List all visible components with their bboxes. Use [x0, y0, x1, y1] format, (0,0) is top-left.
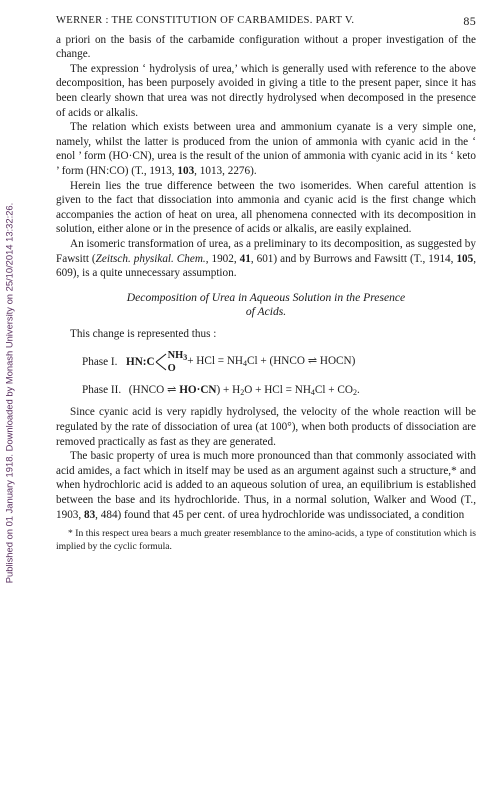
formula-part: + HCl = NH	[187, 354, 244, 367]
formula-part: NH	[167, 350, 184, 362]
formula-part: Cl + CO	[314, 384, 353, 397]
section-title-line-1: Decomposition of Urea in Aqueous Solution in the Presence	[126, 290, 406, 304]
urea-formula	[126, 350, 187, 374]
paragraph-1: a priori on the basis of the carbamide configuration without a proper investigation of the change.	[56, 33, 476, 61]
paragraph-6: This change is represented thus :	[70, 327, 217, 340]
section-title-line-2: of Acids.	[245, 305, 287, 319]
paragraph-4: Herein lies the true difference between the two isomerides. When careful attention is given to the fact that dissociation into ammonia and cyanic acid is the first change which accompanies the action of heat on urea, all phenomena connected with its decomposition in solution, either alone or in the presence of acids or alkalis, are easily explained.	[56, 179, 476, 236]
subscript: 4	[243, 358, 248, 368]
formula-part: HN:C	[126, 356, 155, 369]
download-watermark	[2, 100, 16, 685]
page-number: 85	[463, 14, 476, 28]
equation-label: Phase II.	[82, 384, 122, 397]
download-note: Published on 01 January 1918. Downloaded by Monash University on 25/10/2014 13:32:26.	[3, 202, 15, 583]
formula-part: O + HCl = NH	[244, 384, 311, 397]
subscript: 4	[310, 388, 315, 398]
footnote: * In this respect urea bears a much greater resemblance to the amino-acids, a type of constitution which is implied by the cyclic formula.	[56, 528, 476, 552]
subscript: 2	[240, 388, 245, 398]
paragraph-3	[56, 120, 476, 178]
text-span: , 1902,	[205, 252, 240, 265]
text-span: , 484) found that 45 per cent. of urea hydrochloride was undissociated, a condition	[95, 508, 465, 521]
volume-number: 105	[456, 252, 474, 265]
volume-number: 83	[83, 508, 96, 521]
branch-bond-icon	[155, 351, 167, 373]
formula-part: ) + H	[216, 384, 241, 397]
volume-number: 103	[177, 164, 195, 177]
subscript: 3	[183, 353, 188, 363]
text-span: , 1013, 2276).	[194, 164, 257, 177]
paragraph-8	[56, 449, 476, 522]
paragraph-5	[56, 237, 476, 281]
subscript: 2	[352, 388, 357, 398]
formula-part: Cl + (HNCO ⇌ HOCN)	[247, 354, 356, 367]
journal-name: Zeitsch. physikal. Chem.	[95, 252, 206, 265]
section-title	[56, 291, 476, 320]
running-header	[56, 14, 476, 29]
formula-part: HO·CN	[179, 384, 217, 397]
equation-label: Phase I.	[82, 356, 118, 369]
formula-branch-bottom: O	[167, 363, 176, 375]
text-span: , 609), is a quite unnecessary assumption.	[56, 252, 477, 280]
text-span: The relation which exists between urea and ammonium cyanate is a very simple one, namely, whilst the latter is produced from the union of ammonia with cyanic acid in the ‘ enol ’ form (HO·CN), urea is the result of the union of ammonia with cyanic acid in its ‘ keto ’ form (HN:CO) (T., 1913,	[56, 121, 476, 177]
text-span: , 601) and by Burrows and Fawsitt (T., 1914,	[250, 252, 457, 265]
volume-number: 41	[239, 252, 251, 265]
paragraph-7: Since cyanic acid is very rapidly hydrolysed, the velocity of the whole reaction will be regulated by the rate of dissociation of urea (at 100°), when both products of dissociation are removed practically as fast as they are generated.	[56, 406, 476, 448]
formula-part: (HNCO ⇌	[128, 384, 180, 397]
text-span: The basic property of urea is much more pronounced than that commonly associated with acid amides, a fact which in itself may be used as an argument against such a structure,* and when hydrochloric acid is added to an aqueous solution of urea, an equilibrium is established between the base and its hydrochloride. Thus, in a normal solution, Walker and Wood (T., 1903,	[56, 450, 476, 521]
equation-rest	[187, 354, 355, 372]
paragraph-2: The expression ‘ hydrolysis of urea,’ which is generally used with reference to the above decomposition, has been purposely avoided in giving a title to the present paper, since it has been clearly shown that urea was not directly hydrolysed when decomposed in the presence of acids or alkalis.	[56, 62, 476, 119]
equation-phase-2: Phase II. (HNCO ⇌ $HO\cdot CN) + H_2O$ + HCl = $NH_4Cl + CO_2$.	[82, 384, 360, 398]
formula-branches	[168, 350, 188, 374]
running-title: WERNER : THE CONSTITUTION OF CARBAMIDES. PART V.	[56, 15, 355, 26]
text-span: An isomeric transformation of urea, as a preliminary to its decomposition, as suggested by Fawsitt (	[56, 237, 476, 265]
equation-phase-1	[56, 347, 476, 377]
formula-branch-top	[168, 350, 188, 363]
page	[56, 14, 476, 553]
